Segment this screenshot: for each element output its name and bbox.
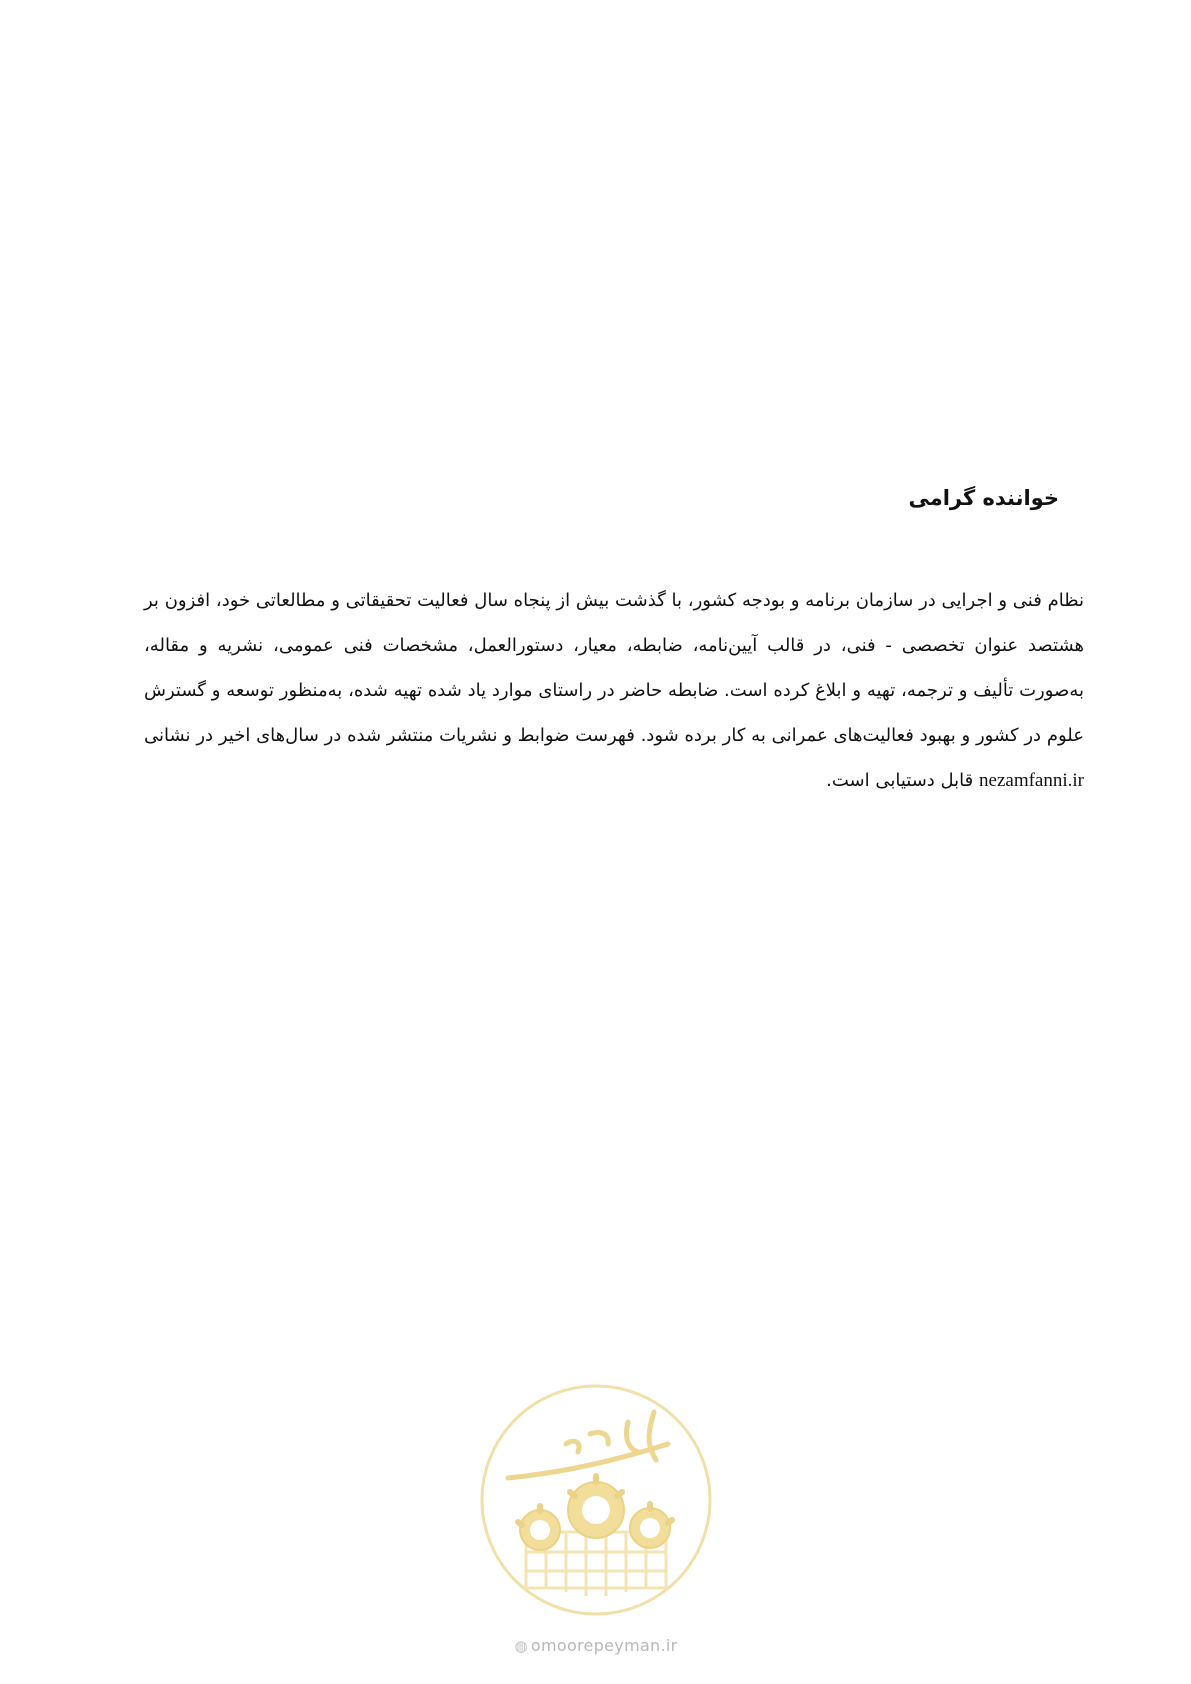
paragraph-text-start: نظام فنی و اجرایی در سازمان برنامه و بودجه کشور، با گذشت بیش از پنجاه سال فعالیت تحقیقاتی و مطالعاتی خود، افزون بر هشتصد عنوان تخصصی - فنی، در قالب آیین‌نامه، ضابطه، معیار، دستورالعمل، مشخصات فنی عمومی، نشریه و مقاله، به‌صورت تألیف و ترجمه، تهیه و ابلاغ کرده است. ضابطه حاضر در راستای موارد یاد شده تهیه شده، به‌منظور توسعه و گسترش علوم در کشور و بهبود فعالیت‌های عمرانی به کار برده شود. فهرست ضوابط و نشریات منتشر شده در سال‌های اخیر در نشانی (144, 590, 1084, 746)
body-paragraph (144, 578, 1084, 803)
globe-icon: ◍ (514, 1637, 528, 1655)
paragraph-text-end: قابل دستیابی است. (826, 770, 974, 791)
watermark-site (490, 1636, 702, 1655)
site-address: nezamfanni.ir (979, 770, 1084, 791)
page-heading: خواننده گرامی (908, 486, 1059, 510)
watermark-website: omoorepeyman.ir (530, 1636, 678, 1655)
watermark-logo (478, 1382, 714, 1618)
